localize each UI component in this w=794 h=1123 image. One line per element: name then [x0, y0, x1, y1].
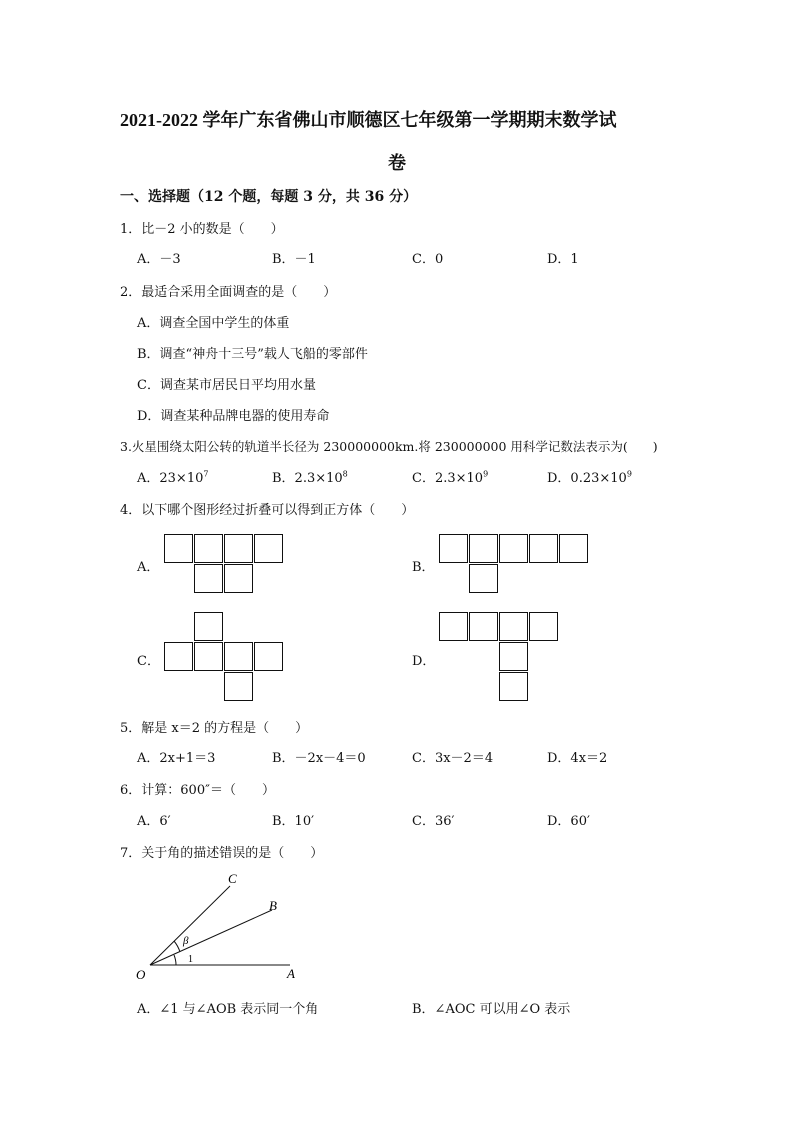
question-7-option-a: A．∠1 与∠AOB 表示同一个角 [137, 1002, 319, 1017]
question-5-option-d: D．4x＝2 [547, 751, 608, 766]
angle-label-1: 1 [188, 954, 193, 965]
page-title: 2021-2022 学年广东省佛山市顺德区七年级第一学期期末数学试 [120, 110, 617, 130]
question-6-option-c: C．36′ [412, 814, 455, 829]
question-4-label-c: C． [137, 654, 160, 669]
net-square [254, 642, 283, 671]
net-square [499, 612, 528, 641]
question-4-label-b: B． [412, 560, 435, 575]
net-square [224, 564, 253, 593]
question-4-label-d: D． [412, 654, 436, 669]
question-1-stem: 1．比－2 小的数是（ ） [120, 222, 284, 237]
question-2-stem: 2．最适合采用全面调查的是（ ） [120, 285, 337, 300]
question-5-option-a: A．2x+1＝3 [137, 751, 216, 766]
question-3-option-a: A．$23\times 10^7$ [137, 469, 209, 486]
question-6-option-d: D．60′ [547, 814, 590, 829]
net-square [224, 642, 253, 671]
point-label-a: A [287, 966, 295, 981]
net-square [469, 564, 498, 593]
point-label-o: O [136, 967, 146, 982]
net-square [529, 534, 558, 563]
net-square [194, 534, 223, 563]
ray-ob [150, 910, 272, 965]
net-square [499, 642, 528, 671]
question-5-option-b: B．－2x－4＝0 [272, 751, 366, 766]
net-square [469, 612, 498, 641]
question-6-option-b: B．10′ [272, 814, 315, 829]
question-1-option-b: B．－1 [272, 252, 316, 267]
question-2-option-b: B．调查“神舟十三号”载人飞船的零部件 [137, 347, 368, 362]
net-square [224, 534, 253, 563]
question-2-option-c: C．调查某市居民日平均用水量 [137, 378, 316, 393]
net-square [194, 642, 223, 671]
question-2-option-d: D．调查某种品牌电器的使用寿命 [137, 409, 330, 424]
question-5-option-c: C．3x－2＝4 [412, 751, 494, 766]
angle-arc-beta [174, 941, 180, 952]
question-6-stem: 6．计算：600″＝（ ） [120, 783, 275, 798]
section-heading-multiple-choice: 一、选择题（12 个题，每题 3 分，共 36 分） [120, 189, 418, 205]
net-square [499, 534, 528, 563]
net-square [194, 612, 223, 641]
question-4-stem: 4．以下哪个图形经过折叠可以得到正方体（ ） [120, 503, 415, 518]
net-square [164, 642, 193, 671]
question-2-option-a: A．调查全国中学生的体重 [137, 316, 290, 331]
angle-label-beta: β [183, 935, 189, 947]
net-square [164, 534, 193, 563]
net-square [439, 612, 468, 641]
question-1-option-a: A．－3 [137, 252, 181, 267]
point-label-b: B [269, 898, 277, 913]
net-square [499, 672, 528, 701]
question-1-option-c: C．0 [412, 252, 444, 267]
question-1-option-d: D．1 [547, 252, 579, 267]
question-3-option-b: B．$2.3\times 10^8$ [272, 469, 348, 486]
net-square [529, 612, 558, 641]
question-3-stem: 3.火星围绕太阳公转的轨道半长径为 230000000km.将 230000000 用科学记数法表示为( ) [120, 439, 658, 454]
question-6-option-a: A．6′ [137, 814, 171, 829]
page-title-continuation: 卷 [388, 153, 406, 173]
angle-figure [130, 868, 310, 988]
question-7-stem: 7．关于角的描述错误的是（ ） [120, 846, 324, 861]
net-square [224, 672, 253, 701]
question-4-label-a: A． [137, 560, 160, 575]
question-3-option-d: D．$0.23\times 10^9$ [547, 469, 632, 486]
point-label-c: C [228, 871, 237, 886]
question-3-option-c: C．$2.3\times 10^9$ [412, 469, 489, 486]
question-7-option-b: B．∠AOC 可以用∠O 表示 [412, 1002, 571, 1017]
net-square [194, 564, 223, 593]
net-square [439, 534, 468, 563]
question-5-stem: 5．解是 x＝2 的方程是（ ） [120, 721, 309, 736]
angle-arc-1 [174, 955, 176, 965]
net-square [254, 534, 283, 563]
net-square [559, 534, 588, 563]
net-square [469, 534, 498, 563]
